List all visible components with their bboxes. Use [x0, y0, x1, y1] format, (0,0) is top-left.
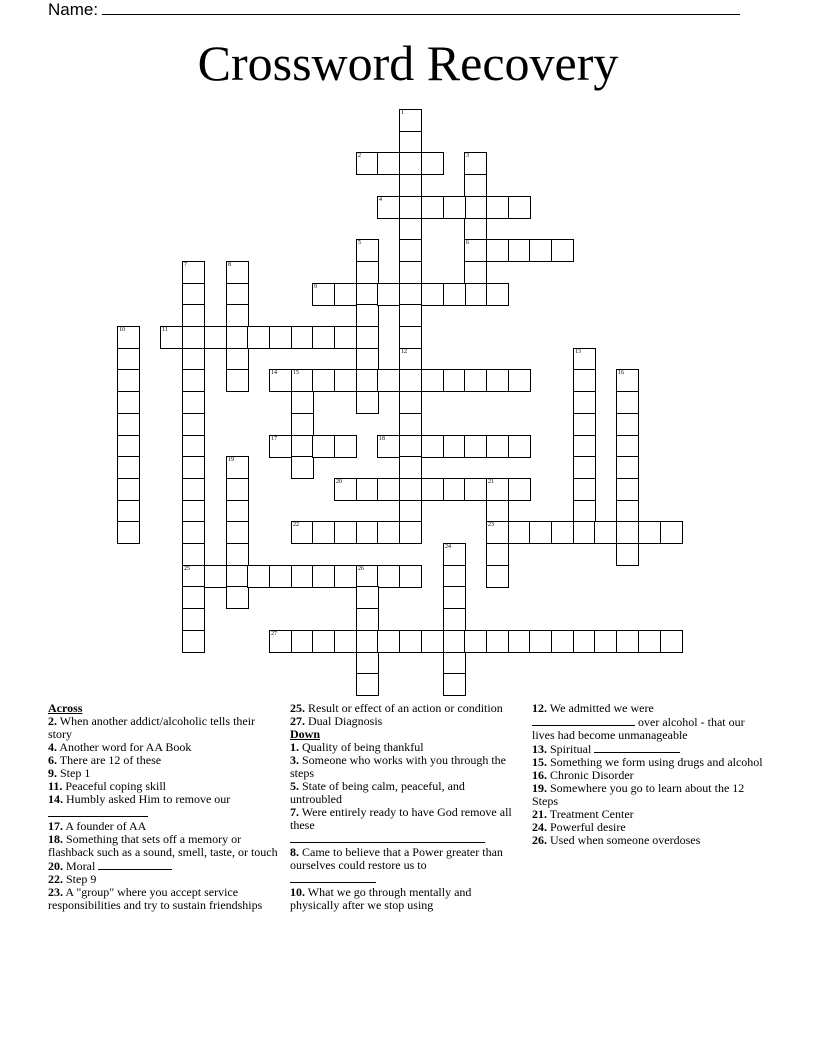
grid-cell[interactable] — [356, 652, 379, 675]
grid-cell[interactable] — [182, 478, 205, 501]
grid-cell[interactable] — [182, 261, 205, 284]
grid-cell[interactable] — [182, 586, 205, 609]
grid-cell[interactable] — [421, 152, 444, 175]
grid-cell[interactable] — [508, 239, 531, 262]
clue-down-12: 12. We admitted we were over alcohol - that our lives had become unmanageable — [532, 701, 745, 742]
grid-cell[interactable] — [399, 565, 422, 588]
grid-cell[interactable] — [291, 456, 314, 479]
grid-cell[interactable] — [182, 435, 205, 458]
grid-cell[interactable] — [356, 304, 379, 327]
grid-cell[interactable] — [464, 174, 487, 197]
grid-cell[interactable] — [399, 152, 422, 175]
grid-cell[interactable] — [443, 196, 466, 219]
clue-down-16: 16. Chronic Disorder — [532, 768, 634, 782]
grid-cell[interactable] — [312, 326, 335, 349]
grid-cell[interactable] — [334, 369, 357, 392]
answer-blank — [290, 832, 485, 843]
grid-cell[interactable] — [226, 543, 249, 566]
grid-cell[interactable] — [356, 521, 379, 544]
grid-cell[interactable] — [226, 521, 249, 544]
cell-number: 21 — [488, 479, 494, 485]
grid-cell[interactable] — [356, 239, 379, 262]
grid-cell[interactable] — [399, 521, 422, 544]
clue-column-1 — [48, 702, 278, 912]
clue-down-21: 21. Treatment Center — [532, 807, 634, 821]
grid-cell[interactable] — [226, 369, 249, 392]
grid-cell[interactable] — [573, 435, 596, 458]
grid-cell[interactable] — [117, 391, 140, 414]
grid-cell[interactable] — [226, 500, 249, 523]
grid-cell[interactable] — [573, 348, 596, 371]
grid-cell[interactable] — [443, 543, 466, 566]
grid-cell[interactable] — [312, 565, 335, 588]
grid-cell[interactable] — [356, 673, 379, 696]
grid-cell[interactable] — [182, 543, 205, 566]
grid-cell[interactable] — [399, 435, 422, 458]
cell-number: 18 — [379, 436, 385, 442]
grid-cell[interactable] — [182, 630, 205, 653]
grid-cell[interactable] — [399, 218, 422, 241]
grid-cell[interactable] — [377, 565, 400, 588]
cell-number: 19 — [228, 457, 234, 463]
name-label: Name: — [48, 0, 99, 19]
cell-number: 12 — [401, 349, 407, 355]
clue-across-22: 22. Step 9 — [48, 872, 97, 886]
grid-cell[interactable] — [399, 196, 422, 219]
grid-cell[interactable] — [464, 435, 487, 458]
cell-number: 9 — [314, 284, 317, 290]
grid-cell[interactable] — [486, 521, 509, 544]
answer-blank — [98, 859, 172, 870]
grid-cell[interactable] — [399, 304, 422, 327]
cell-number: 22 — [293, 522, 299, 528]
cell-number: 4 — [379, 197, 382, 203]
grid-cell[interactable] — [291, 413, 314, 436]
grid-cell[interactable] — [616, 369, 639, 392]
cell-number: 11 — [162, 327, 168, 333]
grid-cell[interactable] — [312, 283, 335, 306]
grid-cell[interactable] — [486, 369, 509, 392]
grid-cell[interactable] — [312, 521, 335, 544]
clue-across-25: 25. Result or effect of an action or condition — [290, 701, 503, 715]
grid-cell[interactable] — [486, 565, 509, 588]
grid-cell[interactable] — [312, 630, 335, 653]
grid-cell[interactable] — [616, 478, 639, 501]
cell-number: 2 — [358, 153, 361, 159]
grid-cell[interactable] — [182, 413, 205, 436]
grid-cell[interactable] — [638, 630, 661, 653]
clue-across-14: 14. Humbly asked Him to remove our — [48, 793, 278, 820]
grid-cell[interactable] — [334, 435, 357, 458]
grid-cell[interactable] — [486, 435, 509, 458]
grid-cell[interactable] — [399, 261, 422, 284]
grid-cell[interactable] — [117, 326, 140, 349]
grid-cell[interactable] — [356, 608, 379, 631]
grid-cell[interactable] — [443, 565, 466, 588]
grid-cell[interactable] — [464, 218, 487, 241]
grid-cell[interactable] — [638, 521, 661, 544]
grid-cell[interactable] — [594, 630, 617, 653]
grid-cell[interactable] — [356, 586, 379, 609]
grid-cell[interactable] — [529, 630, 552, 653]
cell-number: 13 — [575, 349, 581, 355]
grid-cell[interactable] — [616, 435, 639, 458]
grid-cell[interactable] — [508, 369, 531, 392]
grid-cell[interactable] — [356, 283, 379, 306]
clue-down-19: 19. Somewhere you go to learn about the 12 Steps — [532, 781, 745, 808]
grid-cell[interactable] — [182, 565, 205, 588]
clue-across-9: 9. Step 1 — [48, 766, 91, 780]
grid-cell[interactable] — [117, 456, 140, 479]
grid-cell[interactable] — [269, 435, 292, 458]
grid-cell[interactable] — [443, 608, 466, 631]
grid-cell[interactable] — [204, 326, 227, 349]
grid-cell[interactable] — [182, 608, 205, 631]
grid-cell[interactable] — [377, 369, 400, 392]
cell-number: 8 — [228, 262, 231, 268]
grid-cell[interactable] — [421, 283, 444, 306]
grid-cell[interactable] — [182, 348, 205, 371]
answer-blank — [48, 806, 148, 817]
grid-cell[interactable] — [377, 435, 400, 458]
grid-cell[interactable] — [616, 521, 639, 544]
grid-cell[interactable] — [573, 630, 596, 653]
cell-number: 3 — [466, 153, 469, 159]
grid-cell[interactable] — [334, 630, 357, 653]
grid-cell[interactable] — [573, 413, 596, 436]
grid-cell[interactable] — [551, 521, 574, 544]
across-heading: Across — [48, 701, 83, 715]
cell-number: 1 — [401, 110, 404, 116]
grid-cell[interactable] — [464, 239, 487, 262]
grid-cell[interactable] — [399, 283, 422, 306]
answer-blank — [290, 872, 376, 883]
grid-cell[interactable] — [182, 391, 205, 414]
grid-cell[interactable] — [421, 478, 444, 501]
grid-cell[interactable] — [399, 131, 422, 154]
grid-cell[interactable] — [443, 652, 466, 675]
cell-number: 6 — [466, 240, 469, 246]
grid-cell[interactable] — [269, 326, 292, 349]
clue-down-7: 7. Were entirely ready to have God remove all these — [290, 806, 515, 846]
grid-cell[interactable] — [399, 326, 422, 349]
grid-cell[interactable] — [356, 565, 379, 588]
grid-cell[interactable] — [182, 521, 205, 544]
cell-number: 26 — [358, 566, 364, 572]
grid-cell[interactable] — [399, 630, 422, 653]
grid-cell[interactable] — [443, 586, 466, 609]
grid-cell[interactable] — [399, 478, 422, 501]
cell-number: 5 — [358, 240, 361, 246]
grid-cell[interactable] — [226, 565, 249, 588]
grid-cell[interactable] — [182, 369, 205, 392]
grid-cell[interactable] — [226, 304, 249, 327]
clue-across-27: 27. Dual Diagnosis — [290, 714, 383, 728]
grid-cell[interactable] — [117, 478, 140, 501]
grid-cell[interactable] — [312, 369, 335, 392]
grid-cell[interactable] — [312, 435, 335, 458]
grid-cell[interactable] — [464, 369, 487, 392]
grid-cell[interactable] — [334, 326, 357, 349]
cell-number: 23 — [488, 522, 494, 528]
clue-across-11: 11. Peaceful coping skill — [48, 779, 166, 793]
cell-number: 16 — [618, 370, 624, 376]
grid-cell[interactable] — [573, 369, 596, 392]
grid-cell[interactable] — [464, 478, 487, 501]
grid-cell[interactable] — [573, 478, 596, 501]
grid-cell[interactable] — [399, 109, 422, 132]
grid-cell[interactable] — [443, 630, 466, 653]
cell-number: 27 — [271, 631, 277, 637]
grid-cell[interactable] — [508, 478, 531, 501]
grid-cell[interactable] — [247, 326, 270, 349]
grid-cell[interactable] — [226, 348, 249, 371]
clue-across-2: 2. When another addict/alcoholic tells their story — [48, 714, 256, 741]
clue-down-3: 3. Someone who works with you through the steps — [290, 753, 506, 780]
grid-cell[interactable] — [182, 456, 205, 479]
grid-cell[interactable] — [291, 565, 314, 588]
grid-cell[interactable] — [117, 521, 140, 544]
grid-cell[interactable] — [182, 500, 205, 523]
grid-cell[interactable] — [421, 435, 444, 458]
grid-cell[interactable] — [377, 478, 400, 501]
grid-cell[interactable] — [160, 326, 183, 349]
grid-cell[interactable] — [226, 283, 249, 306]
grid-cell[interactable] — [226, 326, 249, 349]
grid-cell[interactable] — [117, 435, 140, 458]
cell-number: 17 — [271, 436, 277, 442]
grid-cell[interactable] — [399, 456, 422, 479]
grid-cell[interactable] — [356, 478, 379, 501]
grid-cell[interactable] — [117, 369, 140, 392]
cell-number: 20 — [336, 479, 342, 485]
answer-blank — [532, 715, 635, 726]
grid-cell[interactable] — [616, 500, 639, 523]
grid-cell[interactable] — [377, 283, 400, 306]
grid-cell[interactable] — [529, 239, 552, 262]
grid-cell[interactable] — [660, 521, 683, 544]
grid-cell[interactable] — [377, 196, 400, 219]
grid-cell[interactable] — [443, 673, 466, 696]
grid-cell[interactable] — [616, 413, 639, 436]
grid-cell[interactable] — [356, 391, 379, 414]
grid-cell[interactable] — [464, 152, 487, 175]
grid-cell[interactable] — [377, 152, 400, 175]
grid-cell[interactable] — [399, 391, 422, 414]
grid-cell[interactable] — [573, 391, 596, 414]
grid-cell[interactable] — [182, 283, 205, 306]
grid-cell[interactable] — [443, 369, 466, 392]
grid-cell[interactable] — [421, 369, 444, 392]
grid-cell[interactable] — [291, 391, 314, 414]
clue-down-10: 10. What we go through mentally and physically after we stop using — [290, 885, 472, 912]
grid-cell[interactable] — [486, 630, 509, 653]
grid-cell[interactable] — [399, 348, 422, 371]
grid-cell[interactable] — [594, 521, 617, 544]
cell-number: 25 — [184, 566, 190, 572]
grid-cell[interactable] — [117, 500, 140, 523]
grid-cell[interactable] — [508, 435, 531, 458]
clue-across-23: 23. A "group" where you accept service responsibilities and try to sustain friendships — [48, 885, 263, 912]
grid-cell[interactable] — [291, 326, 314, 349]
grid-cell[interactable] — [421, 196, 444, 219]
clue-across-4: 4. Another word for AA Book — [48, 740, 192, 754]
grid-cell[interactable] — [399, 174, 422, 197]
grid-cell[interactable] — [443, 435, 466, 458]
clue-down-1: 1. Quality of being thankful — [290, 740, 424, 754]
grid-cell[interactable] — [464, 261, 487, 284]
grid-cell[interactable] — [226, 586, 249, 609]
clue-down-26: 26. Used when someone overdoses — [532, 833, 701, 847]
grid-cell[interactable] — [247, 565, 270, 588]
grid-cell[interactable] — [660, 630, 683, 653]
grid-cell[interactable] — [486, 478, 509, 501]
grid-cell[interactable] — [356, 326, 379, 349]
cell-number: 14 — [271, 370, 277, 376]
clue-column-2 — [290, 702, 515, 912]
grid-cell[interactable] — [226, 478, 249, 501]
clue-across-17: 17. A founder of AA — [48, 819, 147, 833]
grid-cell[interactable] — [269, 565, 292, 588]
grid-cell[interactable] — [616, 391, 639, 414]
grid-cell[interactable] — [464, 196, 487, 219]
grid-cell[interactable] — [204, 565, 227, 588]
grid-cell[interactable] — [486, 239, 509, 262]
grid-cell[interactable] — [551, 239, 574, 262]
grid-cell[interactable] — [291, 369, 314, 392]
down-heading: Down — [290, 727, 321, 741]
cell-number: 7 — [184, 262, 187, 268]
grid-cell[interactable] — [399, 369, 422, 392]
grid-cell[interactable] — [529, 521, 552, 544]
grid-cell[interactable] — [486, 196, 509, 219]
grid-cell[interactable] — [334, 521, 357, 544]
grid-cell[interactable] — [508, 521, 531, 544]
grid-cell[interactable] — [356, 369, 379, 392]
cell-number: 15 — [293, 370, 299, 376]
grid-cell[interactable] — [334, 565, 357, 588]
grid-cell[interactable] — [226, 456, 249, 479]
grid-cell[interactable] — [464, 630, 487, 653]
cell-number: 24 — [445, 544, 451, 550]
grid-cell[interactable] — [573, 456, 596, 479]
grid-cell[interactable] — [443, 478, 466, 501]
grid-cell[interactable] — [117, 348, 140, 371]
grid-cell[interactable] — [486, 283, 509, 306]
grid-cell[interactable] — [616, 630, 639, 653]
grid-cell[interactable] — [356, 348, 379, 371]
clue-across-20: 20. Moral — [48, 859, 278, 873]
clue-down-13: 13. Spiritual — [532, 742, 768, 756]
grid-cell[interactable] — [226, 261, 249, 284]
grid-cell[interactable] — [486, 500, 509, 523]
grid-cell[interactable] — [182, 304, 205, 327]
grid-cell[interactable] — [443, 283, 466, 306]
grid-cell[interactable] — [616, 543, 639, 566]
grid-cell[interactable] — [334, 283, 357, 306]
grid-cell[interactable] — [508, 630, 531, 653]
grid-cell[interactable] — [573, 500, 596, 523]
clue-across-6: 6. There are 12 of these — [48, 753, 162, 767]
grid-cell[interactable] — [269, 630, 292, 653]
grid-cell[interactable] — [269, 369, 292, 392]
grid-cell[interactable] — [377, 630, 400, 653]
grid-cell[interactable] — [464, 283, 487, 306]
grid-cell[interactable] — [551, 630, 574, 653]
clue-down-15: 15. Something we form using drugs and alcohol — [532, 755, 763, 769]
grid-cell[interactable] — [421, 630, 444, 653]
grid-cell[interactable] — [508, 196, 531, 219]
grid-cell[interactable] — [356, 152, 379, 175]
grid-cell[interactable] — [182, 326, 205, 349]
grid-cell[interactable] — [399, 500, 422, 523]
grid-cell[interactable] — [291, 630, 314, 653]
clue-down-5: 5. State of being calm, peaceful, and untroubled — [290, 779, 465, 806]
grid-cell[interactable] — [291, 435, 314, 458]
grid-cell[interactable] — [486, 543, 509, 566]
clue-down-24: 24. Powerful desire — [532, 820, 626, 834]
clue-across-18: 18. Something that sets off a memory or flashback such as a sound, smell, taste, or touch — [48, 832, 278, 859]
grid-cell[interactable] — [377, 521, 400, 544]
grid-cell[interactable] — [291, 521, 314, 544]
grid-cell[interactable] — [399, 239, 422, 262]
grid-cell[interactable] — [334, 478, 357, 501]
clue-column-3 — [532, 702, 768, 847]
page-title: Crossword Recovery — [197, 35, 619, 91]
cell-number: 10 — [119, 327, 125, 333]
grid-cell[interactable] — [356, 630, 379, 653]
clue-down-8: 8. Came to believe that a Power greater than ourselves could restore us to — [290, 846, 515, 886]
grid-cell[interactable] — [356, 261, 379, 284]
answer-blank — [594, 742, 680, 753]
grid-cell[interactable] — [399, 413, 422, 436]
grid-cell[interactable] — [616, 456, 639, 479]
grid-cell[interactable] — [573, 521, 596, 544]
grid-cell[interactable] — [117, 413, 140, 436]
